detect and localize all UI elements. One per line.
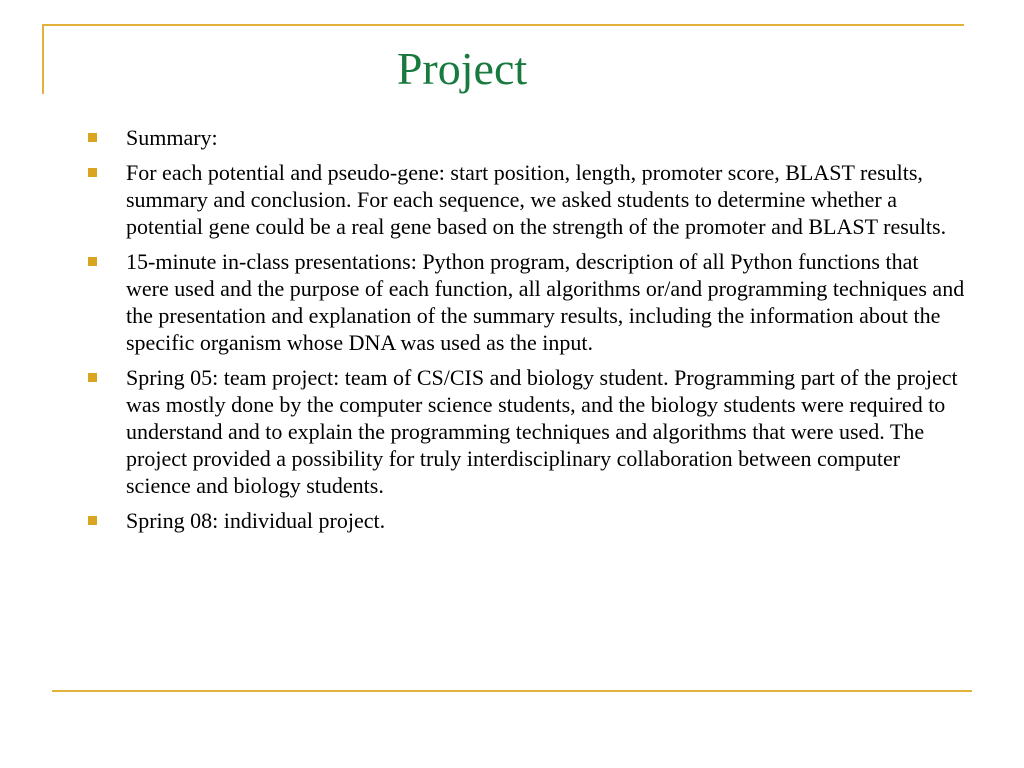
square-bullet-icon	[88, 133, 97, 142]
bullet-text: Spring 05: team project: team of CS/CIS and biology student. Programming part of the project was mostly done by the computer science students, and the biology students were required to understand and to explain the programming techniques and algorithms that were used. The project provided a possibility for truly interdisciplinary collaboration between computer science and biology students.	[126, 365, 958, 498]
square-bullet-icon	[88, 373, 97, 382]
bullet-item	[86, 124, 966, 151]
bullet-item	[86, 248, 966, 356]
top-rule	[42, 24, 964, 26]
square-bullet-icon	[88, 516, 97, 525]
square-bullet-icon	[88, 257, 97, 266]
bullet-item	[86, 364, 966, 499]
bullet-text: Summary:	[126, 125, 218, 150]
bottom-rule	[52, 690, 972, 692]
square-bullet-icon	[88, 168, 97, 177]
bullet-item	[86, 507, 966, 534]
bullet-item	[86, 159, 966, 240]
bullet-text: For each potential and pseudo-gene: start position, length, promoter score, BLAST results, summary and conclusion. For each sequence, we asked students to determine whether a potential gene could be a real gene based on the strength of the promoter and BLAST results.	[126, 160, 947, 239]
bullet-text: 15-minute in-class presentations: Python program, description of all Python functions that were used and the purpose of each function, all algorithms or/and programming techniques and the presentation and explanation of the summary results, including the information about the specific organism whose DNA was used as the input.	[126, 249, 965, 355]
bullet-list	[86, 124, 966, 542]
bullet-text: Spring 08: individual project.	[126, 508, 386, 533]
slide-title: Project	[396, 43, 528, 94]
